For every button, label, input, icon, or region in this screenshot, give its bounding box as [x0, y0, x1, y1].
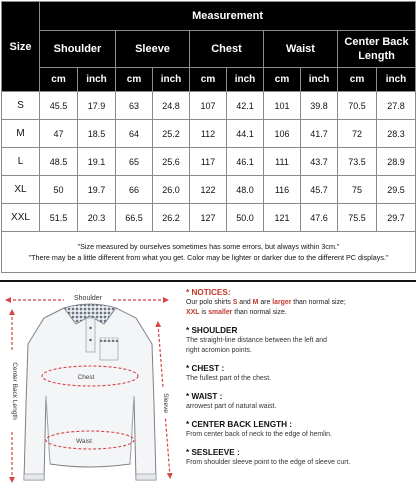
- table-cell: 63: [116, 92, 153, 120]
- notice-line-2: [186, 308, 414, 318]
- notices-title: * NOTICES:: [186, 288, 231, 297]
- term-description: From shoulder sleeve point to the edge of sleeve curt.: [186, 459, 351, 466]
- term-description: arrowest part of natural waist.: [186, 403, 277, 410]
- table-cell: 17.9: [78, 92, 116, 120]
- table-cell: 65: [116, 148, 153, 176]
- table-cell: 107: [190, 92, 227, 120]
- table-cell: 25.2: [153, 120, 190, 148]
- table-cell: 66: [116, 176, 153, 204]
- table-row: [2, 148, 416, 176]
- sleeve-label: Sleeve: [162, 393, 169, 413]
- table-cell: 20.3: [78, 204, 116, 232]
- larger-highlight: larger: [272, 299, 292, 306]
- table-cell: 101: [264, 92, 301, 120]
- unit-inch: inch: [301, 68, 338, 92]
- unit-inch: inch: [153, 68, 190, 92]
- size-cell: L: [2, 148, 40, 176]
- table-cell: 73.5: [338, 148, 377, 176]
- unit-inch: inch: [227, 68, 264, 92]
- table-cell: 48.5: [40, 148, 78, 176]
- term-shoulder: [186, 326, 414, 356]
- term-title: * SESLEEVE :: [186, 448, 240, 457]
- notice-text: are: [258, 299, 273, 306]
- table-cell: 47.6: [301, 204, 338, 232]
- table-cell: 72: [338, 120, 377, 148]
- size-table: [1, 1, 416, 273]
- table-cell: 51.5: [40, 204, 78, 232]
- table-cell: 29.7: [377, 204, 416, 232]
- size-cell: S: [2, 92, 40, 120]
- shirt-illustration: [24, 304, 156, 480]
- table-cell: 127: [190, 204, 227, 232]
- notice-line-1: [186, 298, 414, 308]
- size-s-highlight: S: [232, 299, 238, 306]
- term-center-back-length: [186, 420, 414, 440]
- table-cell: 122: [190, 176, 227, 204]
- center-back-length-label: Center Back Length: [11, 362, 18, 420]
- table-cell: 70.5: [338, 92, 377, 120]
- term-description: The fullest part of the chest.: [186, 375, 272, 382]
- table-cell: 28.3: [377, 120, 416, 148]
- table-cell: 43.7: [301, 148, 338, 176]
- table-cell: 75: [338, 176, 377, 204]
- table-cell: 116: [264, 176, 301, 204]
- table-cell: 45.7: [301, 176, 338, 204]
- table-row: [2, 204, 416, 232]
- term-chest: [186, 364, 414, 384]
- table-cell: 19.1: [78, 148, 116, 176]
- table-cell: 75.5: [338, 204, 377, 232]
- col-shoulder: Shoulder: [40, 31, 116, 68]
- shoulder-label: Shoulder: [73, 295, 103, 302]
- table-cell: 112: [190, 120, 227, 148]
- table-cell: 44.1: [227, 120, 264, 148]
- term-description: The straight-line distance between the left and: [186, 337, 327, 344]
- unit-cm: cm: [116, 68, 153, 92]
- note-row: [2, 232, 416, 273]
- table-cell: 28.9: [377, 148, 416, 176]
- table-cell: 24.8: [153, 92, 190, 120]
- unit-cm: cm: [40, 68, 78, 92]
- table-cell: 45.5: [40, 92, 78, 120]
- size-xxl-highlight: XXL: [186, 309, 200, 316]
- size-cell: M: [2, 120, 40, 148]
- term-title: * WAIST :: [186, 392, 223, 401]
- table-row: [2, 120, 416, 148]
- shirt-measurement-diagram: [0, 284, 182, 500]
- table-cell: 117: [190, 148, 227, 176]
- table-cell: 47: [40, 120, 78, 148]
- notice-text: than normal size;: [291, 299, 346, 306]
- col-sleeve: Sleeve: [116, 31, 190, 68]
- term-description: right acromion points.: [186, 347, 252, 354]
- size-note-line-2: "There may be a little different from what you get. Color may be lighter or darker due to the different PC displays.": [28, 253, 389, 262]
- notice-text: and: [237, 299, 253, 306]
- notice-text: than normal size.: [232, 309, 287, 316]
- table-cell: 121: [264, 204, 301, 232]
- size-header: Size: [2, 2, 40, 92]
- table-cell: 50.0: [227, 204, 264, 232]
- size-notes: [186, 288, 414, 468]
- measurement-header: Measurement: [40, 2, 416, 31]
- unit-row: [2, 68, 416, 92]
- size-m-highlight: M: [252, 299, 259, 306]
- col-chest: Chest: [190, 31, 264, 68]
- table-cell: 50: [40, 176, 78, 204]
- waist-label: Waist: [75, 438, 93, 445]
- table-cell: 64: [116, 120, 153, 148]
- unit-inch: inch: [377, 68, 416, 92]
- table-cell: 66.5: [116, 204, 153, 232]
- unit-cm: cm: [190, 68, 227, 92]
- table-cell: 111: [264, 148, 301, 176]
- table-cell: 42.1: [227, 92, 264, 120]
- unit-cm: cm: [264, 68, 301, 92]
- notice-text: is: [199, 309, 209, 316]
- table-cell: 26.2: [153, 204, 190, 232]
- notice-text: Our polo shirts: [186, 299, 233, 306]
- table-cell: 41.7: [301, 120, 338, 148]
- table-row: [2, 176, 416, 204]
- table-cell: 18.5: [78, 120, 116, 148]
- chest-label: Chest: [77, 374, 95, 381]
- table-cell: 27.8: [377, 92, 416, 120]
- table-cell: 19.7: [78, 176, 116, 204]
- unit-cm: cm: [338, 68, 377, 92]
- table-cell: 26.0: [153, 176, 190, 204]
- term-title: * CENTER BACK LENGTH :: [186, 420, 292, 429]
- smaller-highlight: smaller: [208, 309, 233, 316]
- table-cell: 46.1: [227, 148, 264, 176]
- col-waist: Waist: [264, 31, 338, 68]
- unit-inch: inch: [78, 68, 116, 92]
- table-cell: 48.0: [227, 176, 264, 204]
- term-description: From center back of neck to the edge of hemlin.: [186, 431, 332, 438]
- table-cell: 29.5: [377, 176, 416, 204]
- term-title: * CHEST :: [186, 364, 225, 373]
- term-sleeve: [186, 448, 414, 468]
- term-waist: [186, 392, 414, 412]
- section-divider: [0, 280, 416, 282]
- term-title: * SHOULDER: [186, 326, 238, 335]
- table-row: [2, 92, 416, 120]
- col-center-back-length: Center Back Length: [338, 31, 416, 68]
- size-note: [2, 232, 416, 273]
- table-cell: 39.8: [301, 92, 338, 120]
- size-note-line-1: "Size measured by ourselves sometimes has some errors, but always within 3cm.": [77, 242, 340, 251]
- table-cell: 25.6: [153, 148, 190, 176]
- size-cell: XXL: [2, 204, 40, 232]
- size-cell: XL: [2, 176, 40, 204]
- table-cell: 106: [264, 120, 301, 148]
